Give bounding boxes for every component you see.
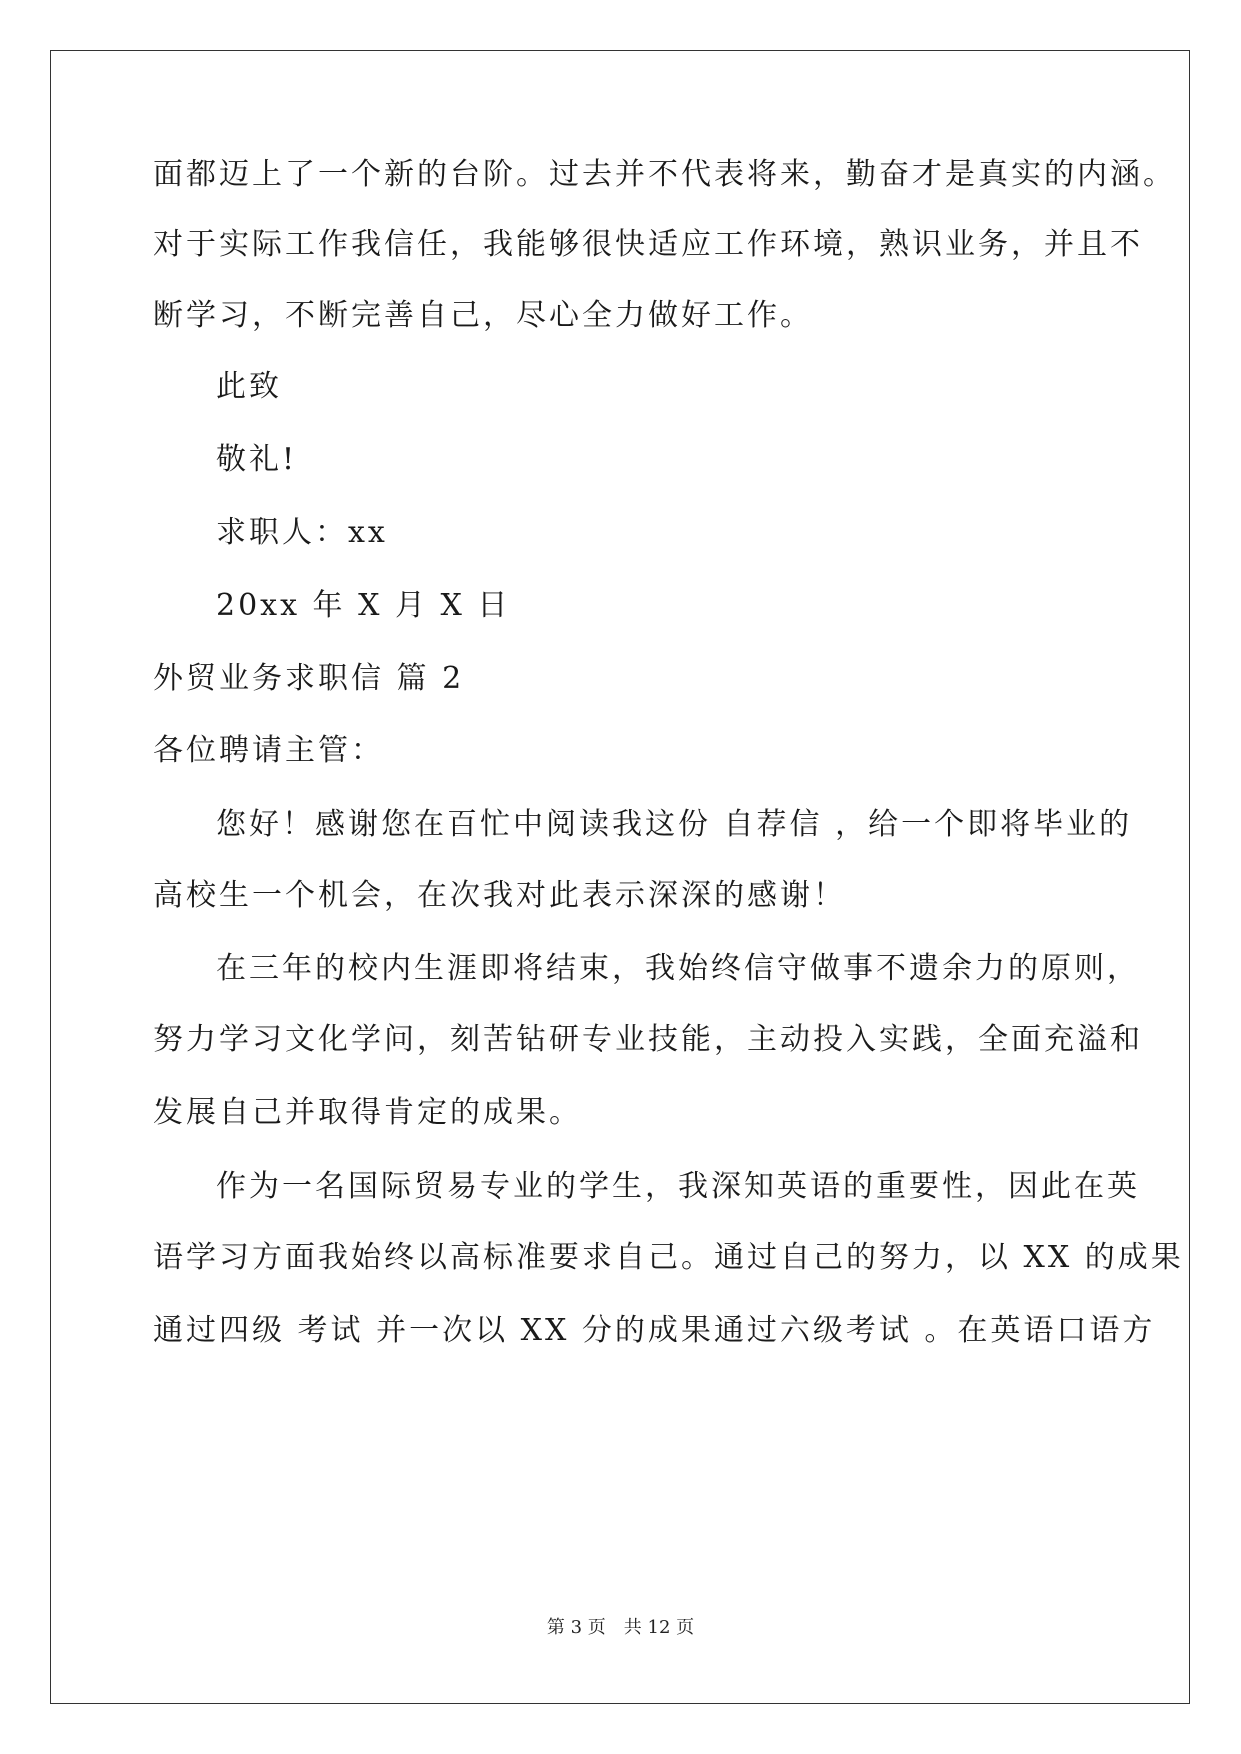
text-line-3: 断学习，不断完善自己，尽心全力做好工作。 bbox=[153, 298, 813, 333]
letter-greeting: 各位聘请主管： bbox=[153, 733, 384, 768]
paragraph-3-line-2: 语学习方面我始终以高标准要求自己。通过自己的努力，以 XX 的成果 bbox=[153, 1240, 1184, 1275]
paragraph-2-line-2: 努力学习文化学问，刻苦钻研专业技能，主动投入实践，全面充溢和 bbox=[153, 1022, 1143, 1057]
paragraph-3-line-3: 通过四级 考试 并一次以 XX 分的成果通过六级考试 。在英语口语方 bbox=[153, 1313, 1156, 1348]
paragraph-1-line-2: 高校生一个机会，在次我对此表示深深的感谢！ bbox=[153, 878, 846, 913]
text-line-2: 对于实际工作我信任，我能够很快适应工作环境，熟识业务，并且不 bbox=[153, 227, 1143, 262]
closing-salutation: 此致 bbox=[216, 369, 282, 404]
letter-date: 20xx 年 X 月 X 日 bbox=[216, 588, 511, 623]
paragraph-2-line-1: 在三年的校内生涯即将结束，我始终信守做事不遗余力的原则， bbox=[216, 951, 1140, 986]
text-line-1: 面都迈上了一个新的台阶。过去并不代表将来，勤奋才是真实的内涵。 bbox=[153, 157, 1176, 192]
paragraph-1-line-1: 您好！感谢您在百忙中阅读我这份 自荐信 ，给一个即将毕业的 bbox=[216, 807, 1133, 842]
paragraph-3-line-1: 作为一名国际贸易专业的学生，我深知英语的重要性，因此在英 bbox=[216, 1169, 1140, 1204]
closing-regards: 敬礼! bbox=[216, 442, 298, 477]
page-number-label: 第 3 页 共 12 页 bbox=[546, 1617, 695, 1638]
section-heading: 外贸业务求职信 篇 2 bbox=[153, 661, 465, 696]
paragraph-2-line-3: 发展自己并取得肯定的成果。 bbox=[153, 1095, 582, 1130]
applicant-signature: 求职人：xx bbox=[216, 515, 388, 550]
page-footer bbox=[0, 1617, 1241, 1639]
